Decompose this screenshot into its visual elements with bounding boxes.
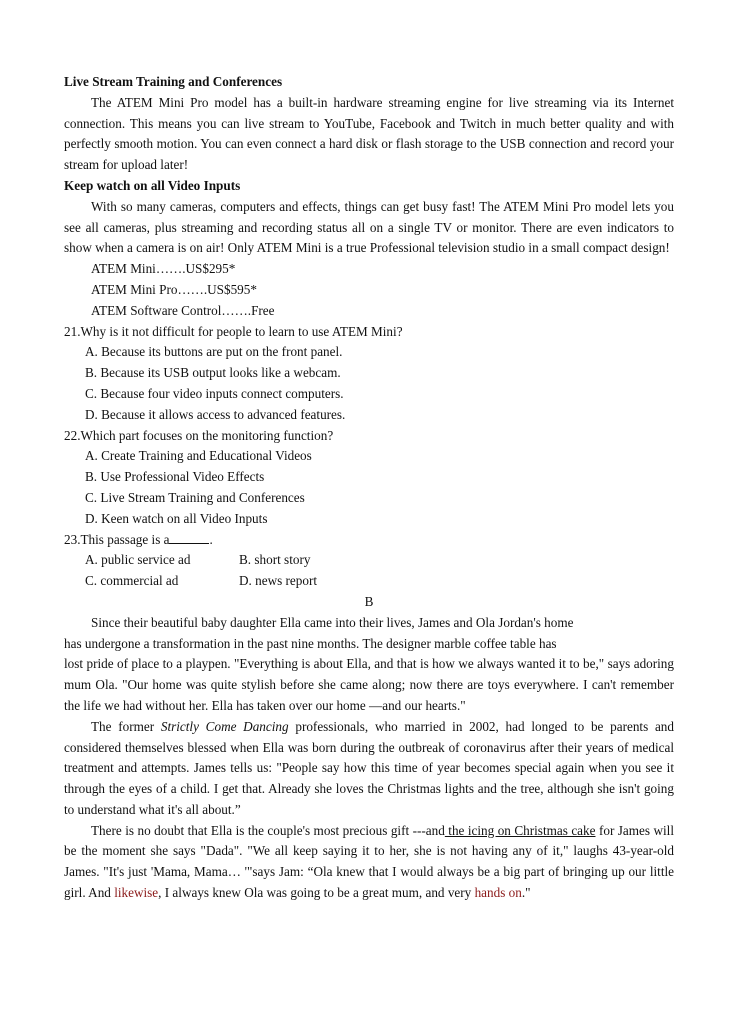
p2-text-pre: The former [91, 718, 161, 734]
q23-option-c: C. commercial ad [85, 573, 179, 589]
q23-option-a: A. public service ad [85, 552, 191, 568]
show-title: Strictly Come Dancing [160, 718, 289, 734]
question-23 [64, 530, 674, 551]
p3-text-c: , I always knew Ola was going to be a great mum, and very [158, 885, 475, 901]
q23-stem-prefix: 23.This passage is a [64, 531, 170, 547]
p3-text-b: for James will be the moment she says "Dada". "We all keep saying it to her, she is not having any of it," laughs 43-year-old James. "It's just 'Mama, Mama… '"says Jam: “Ola knew that I would always be a big part of bringing up our little girl. And [64, 822, 675, 901]
price-line-software-control: ATEM Software Control…….Free [91, 302, 275, 318]
passage-b-paragraph-3 [64, 821, 674, 904]
answer-blank [169, 530, 209, 544]
price-line-atem-mini-pro: ATEM Mini Pro…….US$595* [91, 281, 257, 297]
q23-option-d: D. news report [239, 573, 318, 589]
highlighted-word-likewise: likewise [114, 885, 159, 901]
underlined-phrase: the icing on Christmas cake [444, 822, 596, 838]
q23-options-row-2 [64, 571, 674, 592]
document-page [64, 72, 674, 904]
p2-text-post: professionals, who married in 2002, had longed to be parents and considered themselves blessed when Ella was born during the outbreak of coronavirus after their years of medical treatment and attempts. James tells us: "People say how this time of year becomes special again when you see it through the eyes of a child. I get that. Already she loves the Christmas lights and the tree, although she isn't going to understand what it's all about.” [64, 718, 674, 817]
section-heading-live-stream: Live Stream Training and Conferences [64, 74, 283, 89]
question-21: 21.Why is it not difficult for people to learn to use ATEM Mini? [64, 323, 403, 339]
passage-b-paragraph-1-rest: lost pride of place to a playpen. "Everything is about Ella, and that is how we always wanted it to be," says adoring mum Ola. "Our home was quite stylish before she came along; now there are toys everywhere. I can't remember the life we had without her. Ella has taken over our home —and our hearts." [64, 656, 674, 713]
p3-text-d: ." [521, 885, 531, 901]
passage-b-paragraph-2 [64, 717, 674, 821]
q22-option-c: C. Live Stream Training and Conferences [85, 489, 305, 505]
section-heading-keep-watch: Keep watch on all Video Inputs [64, 177, 241, 193]
question-22: 22.Which part focuses on the monitoring function? [64, 427, 334, 443]
paragraph-keep-watch: With so many cameras, computers and effects, things can get busy fast! The ATEM Mini Pro model lets you see all cameras, plus streaming and recording status all on a single TV or monitor. There are even indicators to show when a camera is on air! Only ATEM Mini is a true Professional television studio in a small compact design! [64, 198, 674, 256]
q22-option-a: A. Create Training and Educational Videos [85, 448, 312, 464]
section-letter-b: B [364, 593, 374, 609]
q21-option-b: B. Because its USB output looks like a webcam. [85, 365, 341, 381]
price-line-atem-mini: ATEM Mini…….US$295* [91, 261, 236, 277]
q21-option-c: C. Because four video inputs connect computers. [85, 385, 344, 401]
q23-stem-suffix: . [209, 531, 213, 547]
q21-option-a: A. Because its buttons are put on the front panel. [85, 344, 343, 360]
q22-option-b: B. Use Professional Video Effects [85, 469, 265, 485]
p3-text-a: There is no doubt that Ella is the couple's most precious gift ---and [91, 822, 445, 838]
q21-option-d: D. Because it allows access to advanced features. [85, 406, 346, 422]
q22-option-d: D. Keen watch on all Video Inputs [85, 510, 268, 526]
passage-b-line-2: has undergone a transformation in the past nine months. The designer marble coffee table has [64, 635, 557, 651]
highlighted-phrase-hands-on: hands on [474, 885, 522, 901]
paragraph-live-stream: The ATEM Mini Pro model has a built-in hardware streaming engine for live streaming via its Internet connection. This means you can live stream to YouTube, Facebook and Twitch in much better quality and with perfectly smooth motion. You can even connect a hard disk or flash storage to the USB connection and record your stream for upload later! [64, 94, 674, 173]
q23-options-row-1 [64, 550, 674, 571]
q23-option-b: B. short story [239, 552, 311, 568]
passage-b-line-1: Since their beautiful baby daughter Ella came into their lives, James and Ola Jordan's home [91, 614, 574, 630]
